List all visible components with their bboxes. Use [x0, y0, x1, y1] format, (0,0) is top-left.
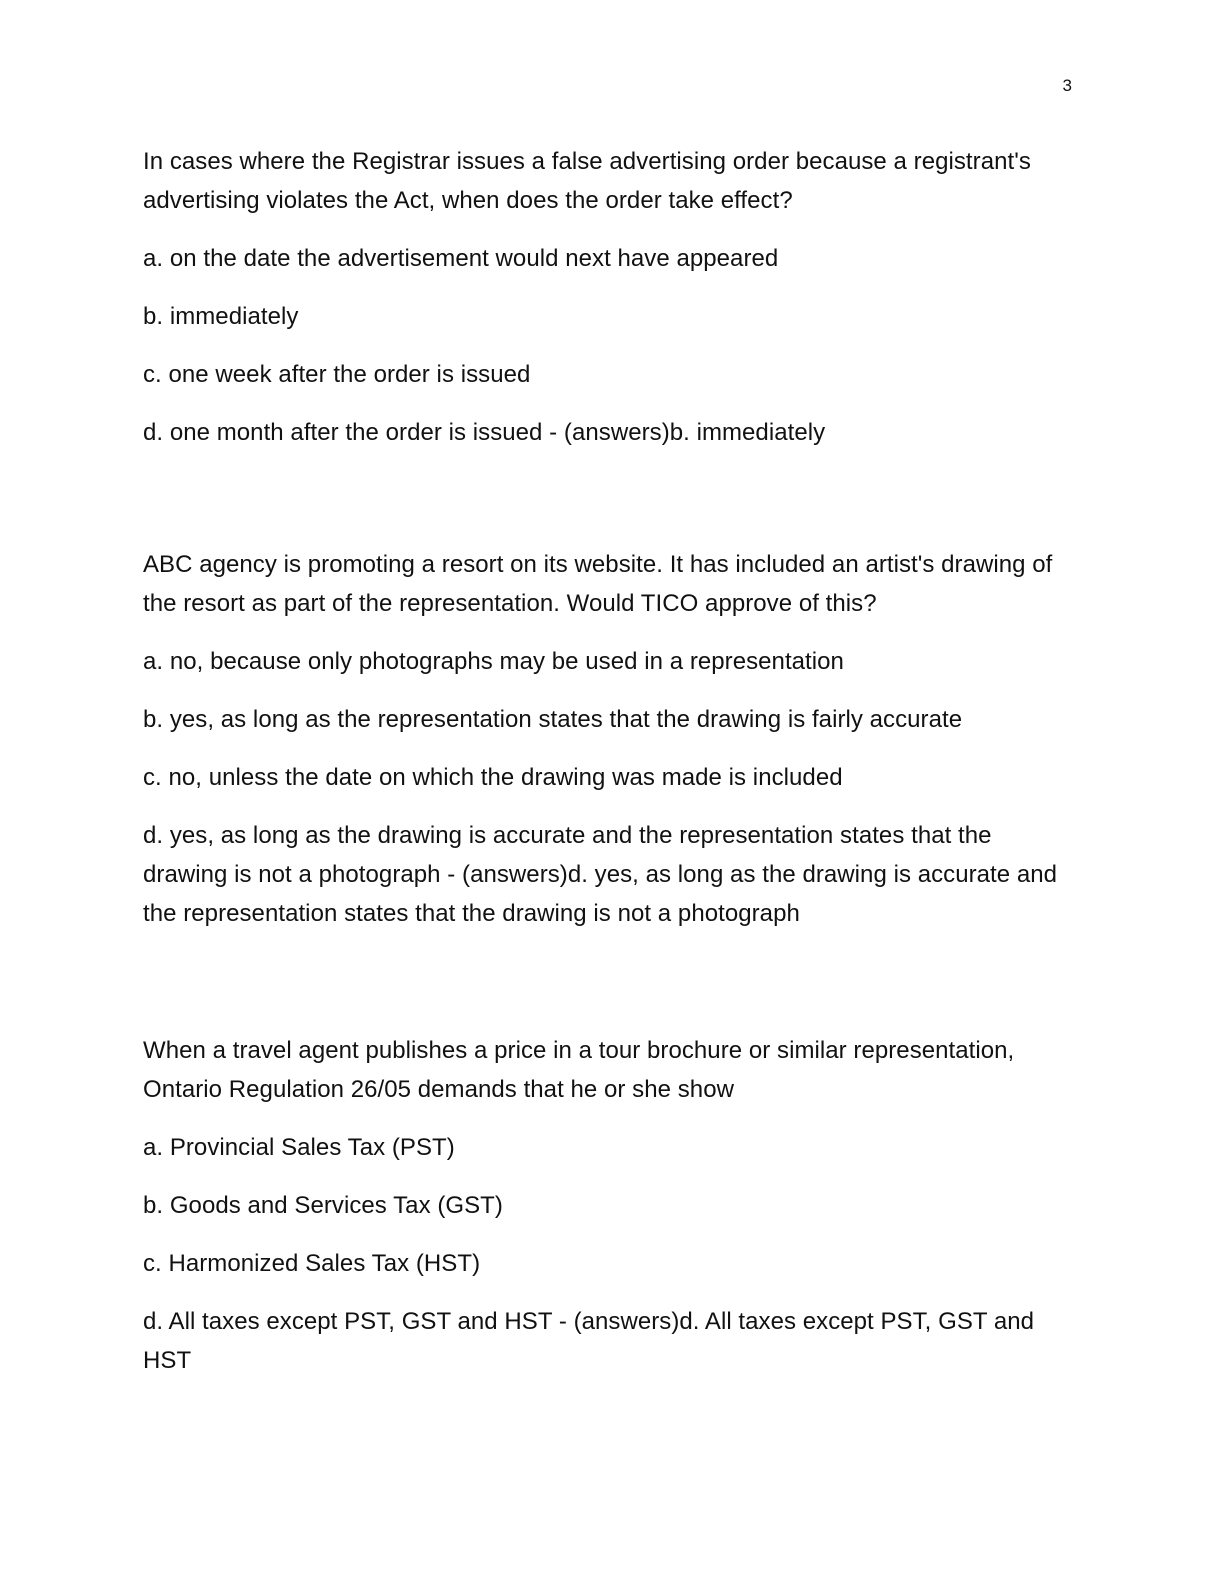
question-block-1	[143, 142, 1078, 452]
answer-option-d: d. yes, as long as the drawing is accurate and the representation states that the drawing is not a photograph - (answers)d. yes, as long as the drawing is accurate and the representation states that the drawing is not a photograph	[143, 822, 1058, 927]
question-block-3	[143, 1031, 1078, 1380]
question-text: ABC agency is promoting a resort on its website. It has included an artist's drawing of the resort as part of the representation. Would TICO approve of this?	[143, 551, 1053, 617]
answer-option-a: a. on the date the advertisement would next have appeared	[143, 245, 779, 272]
answer-option-b: b. immediately	[143, 303, 299, 330]
document-body	[143, 142, 1078, 1380]
answer-option-c: c. Harmonized Sales Tax (HST)	[143, 1250, 481, 1277]
answer-option-d: d. one month after the order is issued - (answers)b. immediately	[143, 419, 826, 446]
answer-option-b: b. yes, as long as the representation states that the drawing is fairly accurate	[143, 706, 963, 733]
answer-option-c: c. one week after the order is issued	[143, 361, 531, 388]
question-text: In cases where the Registrar issues a false advertising order because a registrant's advertising violates the Act, when does the order take effect?	[143, 148, 1031, 214]
answer-option-a: a. no, because only photographs may be used in a representation	[143, 648, 844, 675]
question-block-2	[143, 545, 1078, 933]
answer-option-c: c. no, unless the date on which the drawing was made is included	[143, 764, 843, 791]
page-number: 3	[1062, 76, 1072, 95]
question-text: When a travel agent publishes a price in a tour brochure or similar representation, Ontario Regulation 26/05 demands that he or she show	[143, 1037, 1015, 1103]
answer-option-b: b. Goods and Services Tax (GST)	[143, 1192, 503, 1219]
answer-option-a: a. Provincial Sales Tax (PST)	[143, 1134, 455, 1161]
answer-option-d: d. All taxes except PST, GST and HST - (answers)d. All taxes except PST, GST and HST	[143, 1308, 1035, 1374]
